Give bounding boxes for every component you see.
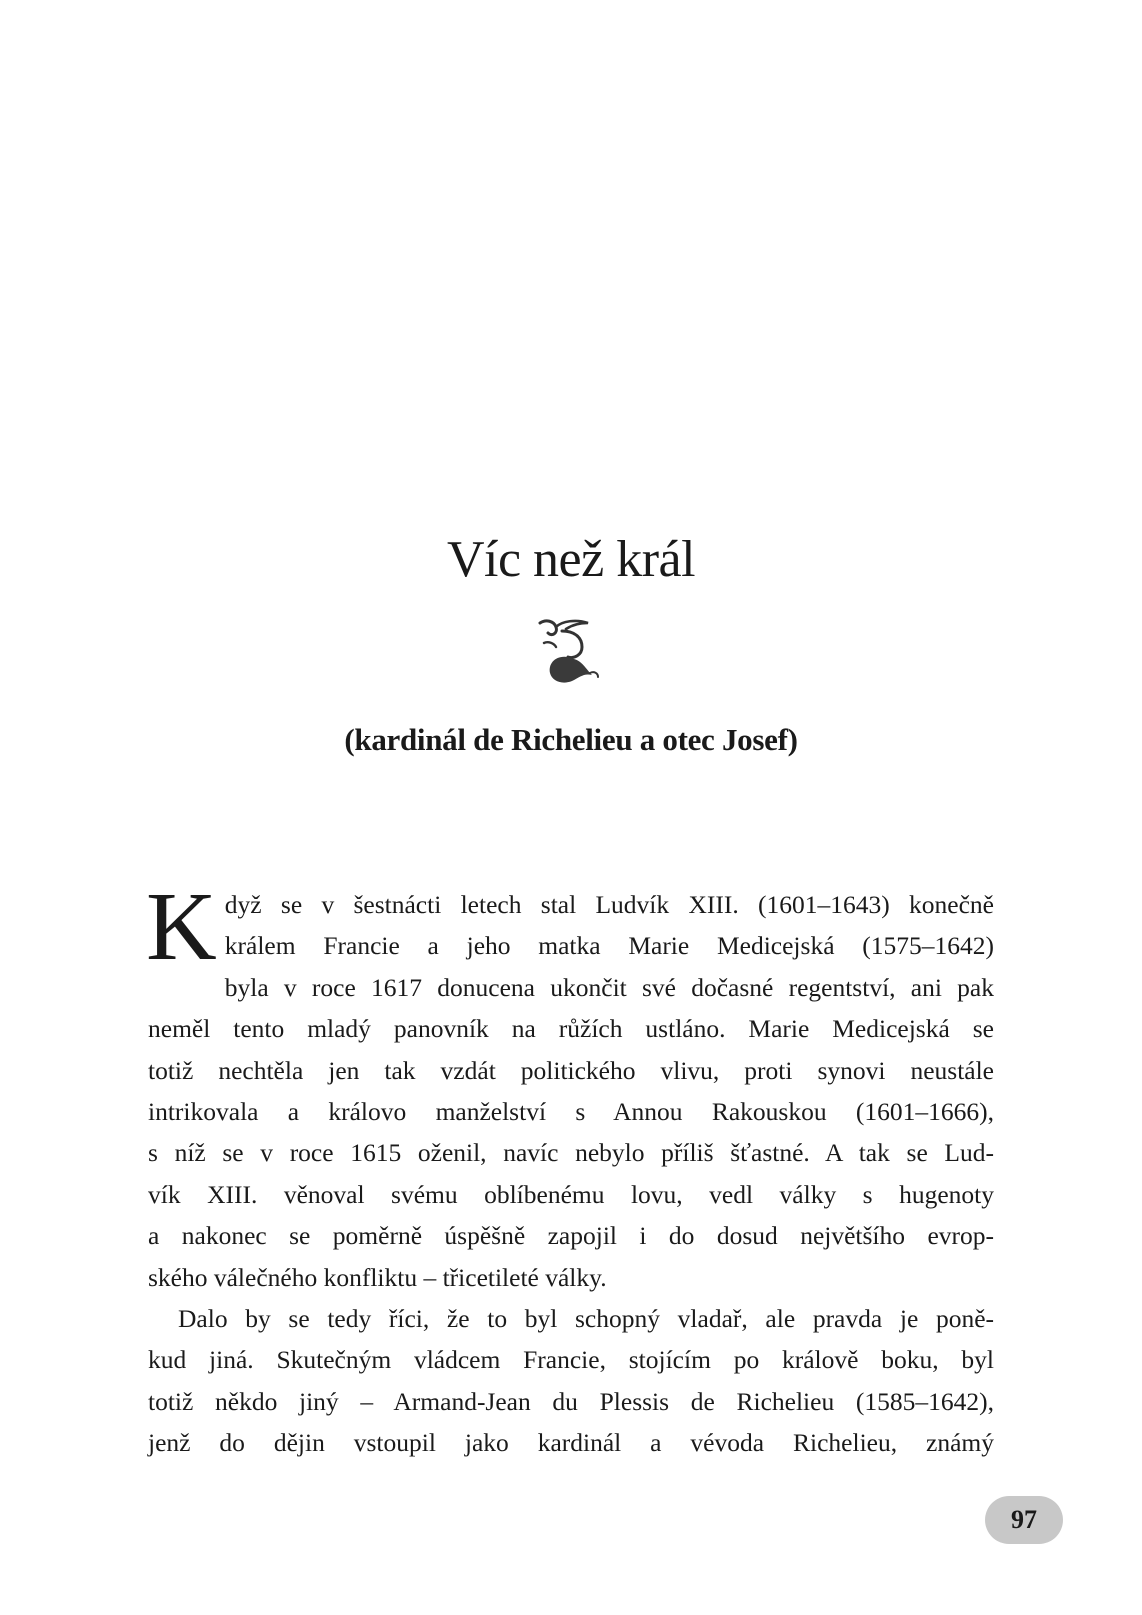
body-text [146,873,994,1464]
text-line: s níž se v roce 1615 oženil, navíc nebylo příliš šťastné. A tak se Lud- [148,1138,994,1168]
text-line: jenž do dějin vstoupil jako kardinál a vévoda Richelieu, známý [148,1428,994,1458]
text-line: neměl tento mladý panovník na růžích ustláno. Marie Medicejská se [148,1014,994,1044]
page-number-badge [985,1496,1063,1544]
chapter-title: Víc než král [446,531,696,588]
text-line: Dalo by se tedy říci, že to byl schopný vladař, ale pravda je poně- [178,1304,994,1334]
text-line: dyž se v šestnácti letech stal Ludvík XIII. (1601–1643) konečně [224,890,994,919]
chapter-subtitle: (kardinál de Richelieu a otec Josef) [344,722,798,757]
text-line: totiž nechtěla jen tak vzdát politického vlivu, proti synovi neustále [148,1055,994,1085]
text-line: byla v roce 1617 donucena ukončit své dočasné regentství, ani pak [224,972,994,1002]
paragraph [146,873,994,1298]
text-line: ského válečného konfliktu – třicetileté války. [148,1262,607,1292]
text-line: a nakonec se poměrně úspěšně zapojil i do dosud největšího evrop- [148,1221,994,1251]
page-number: 97 [1011,1505,1037,1534]
text-line: králem Francie a jeho matka Marie Medicejská (1575–1642) [224,931,994,961]
text-line: vík XIII. věnoval svému oblíbenému lovu, vedl války s hugenoty [148,1179,994,1209]
fleuron-leaf-icon [532,617,602,689]
paragraph [148,1298,994,1464]
drop-cap: K [146,873,217,981]
text-line: totiž někdo jiný – Armand-Jean du Plessis de Richelieu (1585–1642), [148,1386,994,1416]
text-line: intrikovala a královo manželství s Annou Rakouskou (1601–1666), [148,1097,994,1127]
text-line: kud jiná. Skutečným vládcem Francie, stojícím po králově boku, byl [148,1345,994,1375]
